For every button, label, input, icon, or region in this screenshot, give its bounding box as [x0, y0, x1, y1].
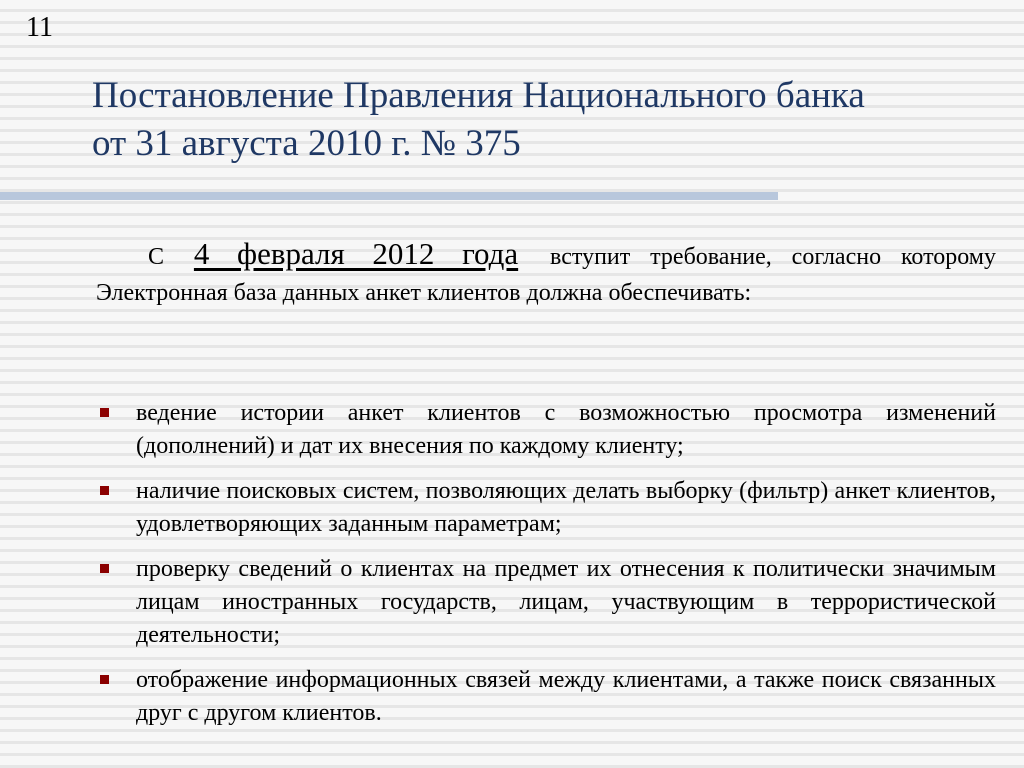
slide-number: 11	[26, 12, 53, 43]
list-item	[96, 397, 996, 463]
square-bullet-icon	[100, 408, 109, 417]
square-bullet-icon	[100, 675, 109, 684]
title-line-2: от 31 августа 2010 г. № 375	[92, 123, 521, 164]
intro-prefix: С	[148, 244, 165, 270]
title-line-1: Постановление Правления Национального банка	[92, 75, 865, 116]
list-item	[96, 664, 996, 730]
intro-text: вступит требование, согласно которому Электронная база данных анкет клиентов должна обеспечивать:	[96, 244, 996, 306]
title-divider	[0, 192, 778, 200]
square-bullet-icon	[100, 564, 109, 573]
list-item	[96, 553, 996, 652]
square-bullet-icon	[100, 486, 109, 495]
effective-date: 4 февраля 2012 года	[193, 236, 519, 271]
list-item	[96, 475, 996, 541]
intro-paragraph	[96, 236, 996, 311]
list-item-text: ведение истории анкет клиентов с возможностью просмотра изменений (дополнений) и дат их внесения по каждому клиенту;	[136, 400, 996, 459]
requirements-list	[96, 397, 996, 742]
slide-title	[92, 72, 992, 168]
list-item-text: отображение информационных связей между клиентами, а также поиск связанных друг с другом клиентов.	[136, 667, 996, 726]
list-item-text: наличие поисковых систем, позволяющих делать выборку (фильтр) анкет клиентов, удовлетворяющих заданным параметрам;	[136, 478, 996, 537]
list-item-text: проверку сведений о клиентах на предмет их отнесения к политически значимым лицам иностранных государств, лицам, участвующим в террористической деятельности;	[136, 556, 996, 648]
